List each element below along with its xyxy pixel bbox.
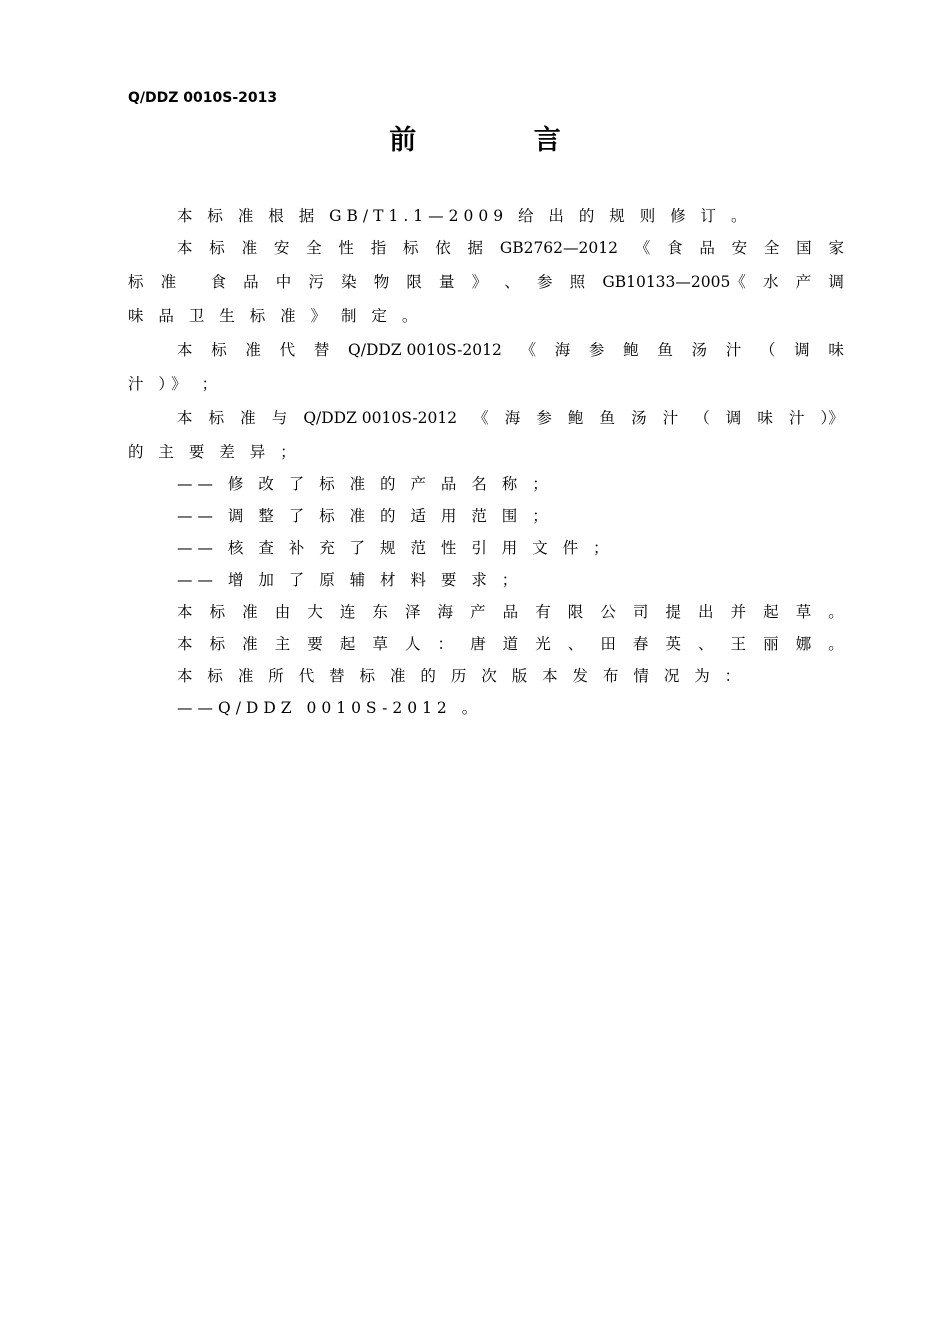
text-token: 准 [241, 239, 258, 257]
text-token: 丽 [763, 635, 779, 653]
text-token: 连 [339, 603, 356, 621]
text-token: 《 [634, 239, 651, 257]
text-token: 、 [504, 273, 520, 291]
text-token: 水 [763, 273, 779, 291]
text-token: 唐 [470, 635, 486, 653]
text-token: 据 [467, 239, 484, 257]
text-token: 道 [502, 635, 519, 653]
paragraph-safety-line-1 [128, 232, 844, 264]
text-token: 本 [177, 635, 193, 653]
text-token: 品 [243, 273, 259, 291]
paragraph-differences-line-1 [128, 402, 844, 434]
text-token: 本 [177, 341, 193, 359]
text-token: 全 [763, 239, 780, 257]
text-token: 娜 [795, 635, 812, 653]
text-token: 人 [404, 635, 421, 653]
text-token: 标 [208, 409, 225, 427]
text-token: 汁 [725, 341, 742, 359]
text-token: 标 [402, 239, 419, 257]
text-token: 标 [209, 239, 225, 257]
text-token: 《 [473, 409, 489, 427]
text-token: 起 [763, 603, 779, 621]
text-token: 《 [520, 341, 537, 359]
list-item: —— 调 整 了 标 准 的 适 用 范 围 ； [177, 507, 553, 525]
text-token: 量 [439, 273, 455, 291]
text-token: 海 [504, 409, 521, 427]
text-token: 、 [698, 635, 714, 653]
paragraph-drafters [128, 628, 844, 660]
text-token: 。 [828, 603, 844, 621]
text-token: 全 [306, 239, 322, 257]
text-token: 王 [730, 635, 747, 653]
text-token: 参 [536, 409, 552, 427]
list-item: —— 修 改 了 标 准 的 产 品 名 称 ； [177, 475, 553, 493]
text-token: 与 [271, 409, 288, 427]
text-token: Q/DDZ 0010S-2012 [303, 409, 458, 427]
paragraph-safety-line-2 [128, 266, 844, 298]
text-token: 田 [600, 635, 616, 653]
text-token: 安 [273, 239, 290, 257]
text-token: 准 [160, 273, 177, 291]
list-item: —— 核 查 补 充 了 规 范 性 引 用 文 件 ； [177, 539, 614, 557]
text-token: 参 [537, 273, 553, 291]
text-token: 安 [731, 239, 748, 257]
text-token: GB10133—2005《 [602, 273, 746, 291]
text-token: 春 [632, 635, 649, 653]
text-token: 由 [274, 603, 291, 621]
text-token: 汁 [788, 409, 805, 427]
text-token: 味 [828, 341, 844, 359]
text-token: 光 [535, 635, 551, 653]
text-token: 》 [471, 273, 488, 291]
text-token: 海 [437, 603, 454, 621]
text-token: 调 [828, 273, 844, 291]
text-token: 限 [406, 273, 422, 291]
text-token: 汁 [662, 409, 679, 427]
text-token: Q/DDZ 0010S-2012 [348, 341, 502, 359]
text-token: 准 [242, 603, 258, 621]
text-token: （ [759, 341, 776, 359]
text-token: 鲍 [623, 341, 639, 359]
text-token: 草 [372, 635, 388, 653]
text-token: 公 [600, 603, 616, 621]
text-token: 品 [699, 239, 715, 257]
text-token: 标 [211, 341, 227, 359]
text-token: 准 [245, 341, 261, 359]
paragraph-replaces-line-1 [128, 334, 844, 366]
list-item: —— 增 加 了 原 辅 材 料 要 求 ； [177, 571, 523, 589]
text-token: 调 [794, 341, 810, 359]
text-token: 照 [569, 273, 586, 291]
text-token: 产 [470, 603, 486, 621]
document-code: Q/DDZ 0010S-2013 [128, 90, 278, 106]
text-token: ）》 [820, 409, 844, 427]
text-token: 味 [757, 409, 773, 427]
text-token: 鱼 [657, 341, 673, 359]
text-token: 、 [567, 635, 584, 653]
text-token: 中 [275, 273, 292, 291]
text-token: 主 [274, 635, 291, 653]
text-token: 污 [308, 273, 324, 291]
text-token: （ [694, 409, 710, 427]
text-token: 鱼 [599, 409, 615, 427]
text-token: 品 [502, 603, 519, 621]
text-token: 调 [725, 409, 742, 427]
foreword-body [128, 200, 844, 724]
paragraph-proposer [128, 596, 844, 628]
text-token: 参 [588, 341, 605, 359]
text-token: 染 [341, 273, 357, 291]
text-token: 物 [373, 273, 390, 291]
text-token: 食 [210, 273, 226, 291]
text-token: 提 [665, 603, 681, 621]
text-token: 出 [698, 603, 714, 621]
text-token: 产 [795, 273, 812, 291]
text-token: 食 [667, 239, 683, 257]
text-token: 本 [177, 409, 193, 427]
text-token: 有 [535, 603, 551, 621]
paragraph-history-item: ——Q/DDZ 0010S-2012 。 [177, 699, 483, 717]
text-token: 限 [567, 603, 584, 621]
paragraph-revision-basis: 本 标 准 根 据 GB/T1.1—2009 给 出 的 规 则 修 订 。 [177, 207, 752, 225]
text-token: 标 [128, 273, 144, 291]
paragraph-safety-line-3: 味 品 卫 生 标 准 》 制 定 。 [128, 307, 423, 325]
text-token: 国 [796, 239, 812, 257]
text-token: ： [437, 635, 454, 653]
text-token: 依 [435, 239, 451, 257]
text-token: 家 [828, 239, 844, 257]
text-token: 并 [730, 603, 747, 621]
text-token: 标 [209, 603, 226, 621]
text-token: 汤 [631, 409, 647, 427]
text-token: 英 [665, 635, 681, 653]
text-token: 鲍 [567, 409, 584, 427]
text-token: 准 [242, 635, 258, 653]
text-token: 准 [240, 409, 256, 427]
text-token: 草 [795, 603, 812, 621]
text-token: 标 [209, 635, 226, 653]
text-token: 指 [370, 239, 387, 257]
paragraph-differences-line-2: 的 主 要 差 异 ； [128, 443, 301, 461]
text-token: 海 [554, 341, 571, 359]
text-token: 司 [632, 603, 649, 621]
paragraph-replaces-line-2: 汁 ）》 ； [128, 375, 223, 393]
text-token: 本 [177, 603, 193, 621]
text-token: 替 [313, 341, 330, 359]
text-token: 大 [307, 603, 323, 621]
paragraph-history: 本 标 准 所 代 替 标 准 的 历 次 版 本 发 布 情 况 为 ： [177, 667, 746, 685]
text-token: 代 [279, 341, 296, 359]
text-token: 本 [177, 239, 193, 257]
text-token: GB2762—2012 [499, 239, 618, 257]
text-token: 要 [307, 635, 323, 653]
text-token: 起 [339, 635, 356, 653]
text-token: 泽 [404, 603, 421, 621]
text-token: 东 [372, 603, 388, 621]
text-token: 汤 [691, 341, 708, 359]
text-token: 。 [828, 635, 844, 653]
page-title: 前 言 [389, 125, 615, 156]
text-token: 性 [338, 239, 354, 257]
